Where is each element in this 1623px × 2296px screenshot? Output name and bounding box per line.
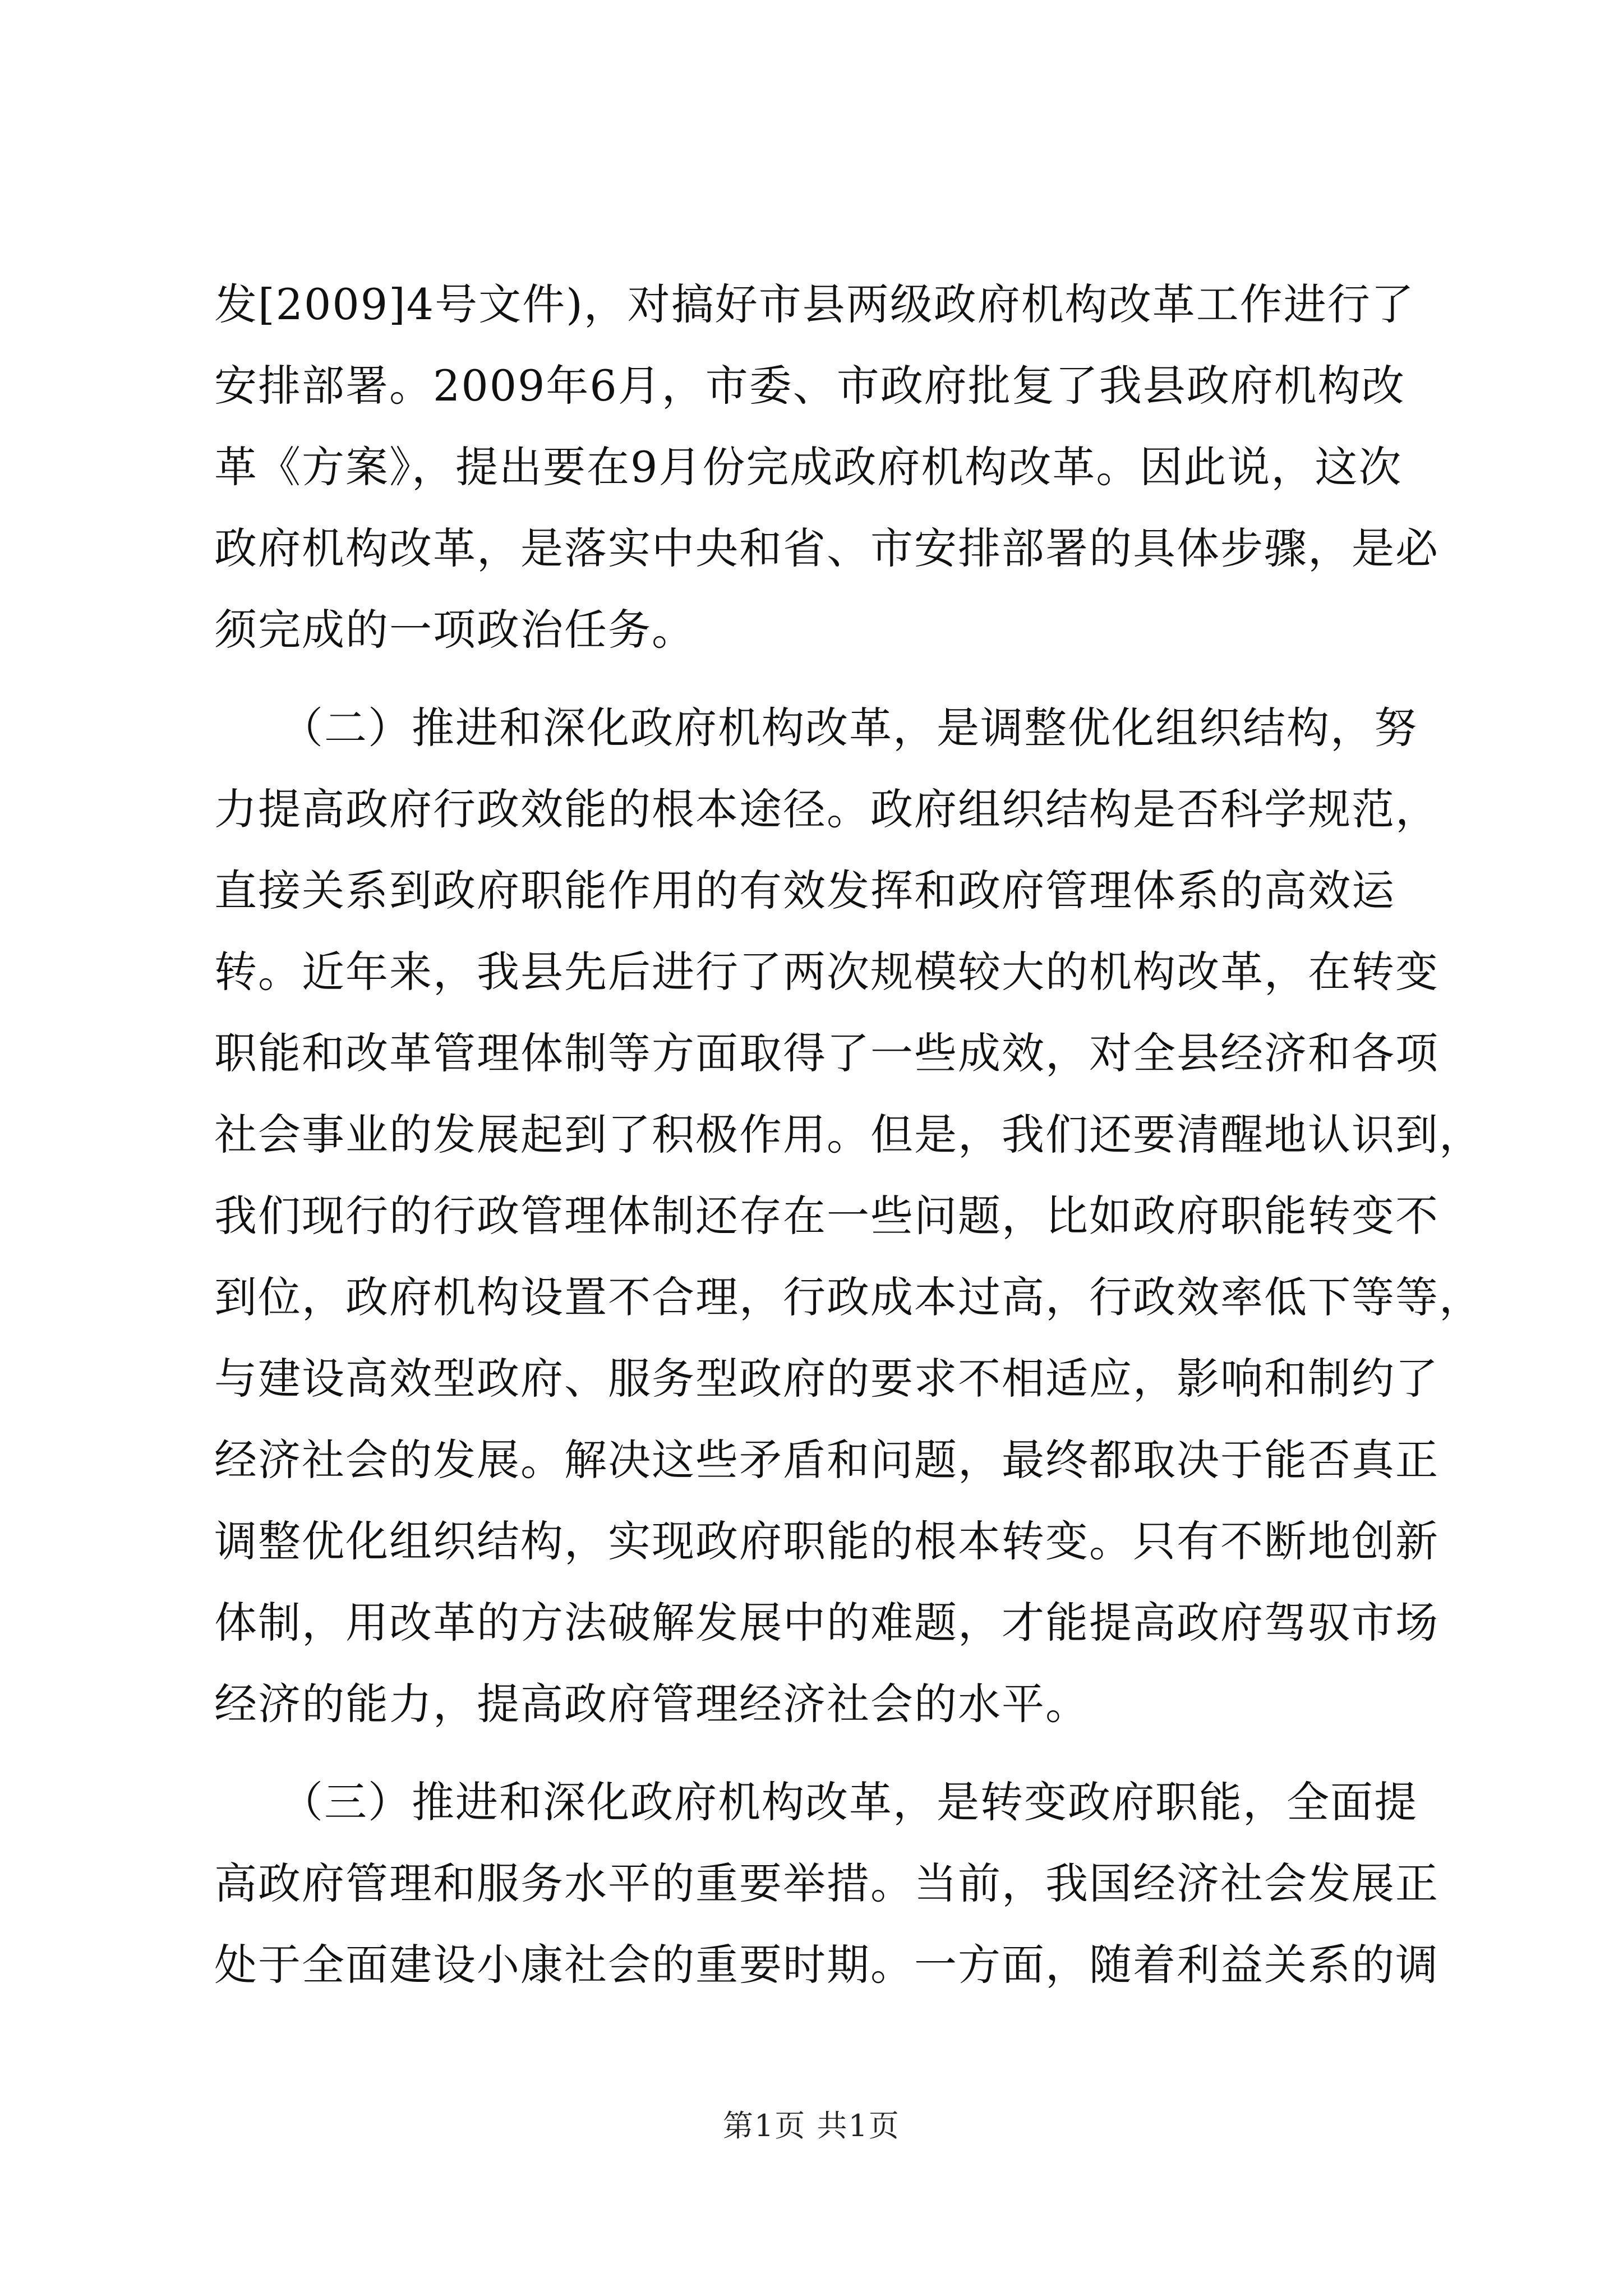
text-line: 发[2009]4号文件)，对搞好市县两级政府机构改革工作进行了 bbox=[214, 279, 1415, 329]
text-line: 经济的能力，提高政府管理经济社会的水平。 bbox=[214, 1679, 1089, 1729]
text-line: （三）推进和深化政府机构改革，是转变政府职能，全面提 bbox=[214, 1777, 1418, 1827]
text-line: 须完成的一项政治任务。 bbox=[214, 605, 695, 655]
text-line: 职能和改革管理体制等方面取得了一些成效，对全县经济和各项 bbox=[214, 1028, 1439, 1078]
text-line: 直接关系到政府职能作用的有效发挥和政府管理体系的高效运 bbox=[214, 866, 1395, 915]
text-line: 体制，用改革的方法破解发展中的难题，才能提高政府驾驭市场 bbox=[214, 1598, 1439, 1648]
text-line: 到位，政府机构设置不合理，行政成本过高，行政效率低下等等， bbox=[214, 1272, 1483, 1322]
document-body bbox=[214, 264, 1483, 2005]
text-line: 高政府管理和服务水平的重要举措。当前，我国经济社会发展正 bbox=[214, 1858, 1439, 1908]
text-line: 经济社会的发展。解决这些矛盾和问题，最终都取决于能否真正 bbox=[214, 1435, 1439, 1485]
text-line: 与建设高效型政府、服务型政府的要求不相适应，影响和制约了 bbox=[214, 1354, 1439, 1404]
page-footer: 第1页 共1页 bbox=[723, 2108, 900, 2143]
text-line: 力提高政府行政效能的根本途径。政府组织结构是否科学规范， bbox=[214, 784, 1439, 834]
text-line: （二）推进和深化政府机构改革，是调整优化组织结构，努 bbox=[214, 703, 1418, 753]
text-line: 政府机构改革，是落实中央和省、市安排部署的具体步骤，是必 bbox=[214, 523, 1439, 573]
text-line: 革《方案》，提出要在9月份完成政府机构改革。因此说，这次 bbox=[214, 442, 1403, 492]
paragraph-gap bbox=[214, 670, 1414, 687]
text-line: 处于全面建设小康社会的重要时期。一方面，随着利益关系的调 bbox=[214, 1940, 1439, 1990]
text-line: 社会事业的发展起到了积极作用。但是，我们还要清醒地认识到， bbox=[214, 1110, 1483, 1159]
text-line: 安排部署。2009年6月，市委、市政府批复了我县政府机构改 bbox=[214, 361, 1405, 411]
paragraph-gap bbox=[214, 1745, 1414, 1761]
text-line: 转。近年来，我县先后进行了两次规模较大的机构改革，在转变 bbox=[214, 947, 1439, 997]
text-line: 调整优化组织结构，实现政府职能的根本转变。只有不断地创新 bbox=[214, 1516, 1439, 1566]
text-line: 我们现行的行政管理体制还存在一些问题，比如政府职能转变不 bbox=[214, 1191, 1439, 1241]
